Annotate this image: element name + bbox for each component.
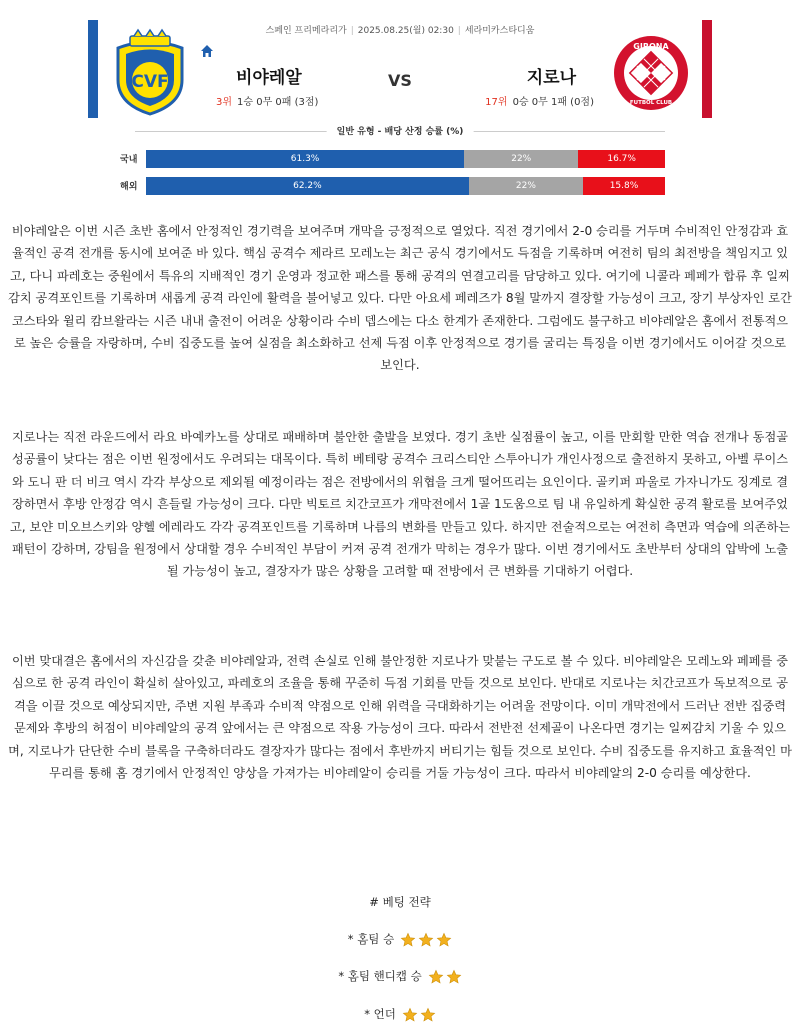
league-name: 스페인 프리메라리가 (265, 26, 347, 36)
lose-segment (578, 150, 665, 168)
away-crest-top-text: GIRONA (612, 27, 652, 37)
star-icon (428, 969, 444, 985)
match-header (88, 20, 712, 120)
prediction-row-overseas (120, 177, 665, 195)
svg-text:GIRONA: GIRONA (633, 42, 669, 51)
away-team-crest (612, 27, 690, 112)
draw-percent: 22% (511, 154, 532, 164)
svg-text:CVF: CVF (131, 72, 169, 92)
star-icon (402, 1007, 418, 1023)
away-team-rank: 17위 (485, 97, 508, 108)
prediction-bar (146, 177, 665, 195)
home-team-rank: 3위 (216, 97, 233, 108)
lose-percent: 15.8% (609, 181, 639, 191)
prediction-row-label: 국내 (120, 155, 138, 165)
win-percent: 61.3% (290, 154, 320, 164)
match-prediction-summary: 이번 맞대결은 홈에서의 자신감을 갖춘 비야레알과, 전력 손실로 인해 불안정한 지로나가 맞붙는 구도로 볼 수 있다. 비야레알은 모레노와 페페를 중심으로 한 공격 라인이 확실히 살아있고, 파레호의 조율을 통해 꾸준히 득점 기회를 만들 것으로 보인다. 반대로 지로나는 치간코프가 독보적으로 공격을 이끌 것으로 예상되지만, 주변 지원 부족과 수비적 약점으로 인해 위력을 극대화하기는 어려울 전망이다. 이미 개막전에서 드러난 전반 집중력 문제와 후방의 허점이 비야레알의 공격 앞에서는 큰 약점으로 작용 가능성이 크다. 따라서 전반전 선제골이 나온다면 경기는 일찌감치 기울 수 있으며, 지로나가 단단한 수비 블록을 구축하더라도 결장자가 많다는 점에서 후반까지 버티기는 힘들 것으로 보인다. 수비 집중도를 유지하고 효율적인 마무리를 통해 홈 경기에서 안정적인 양상을 가져가는 비야레알이 승리를 거둘 가능성이 크다. 따라서 비야레알의 2-0 승리를 예상한다. (8, 654, 792, 781)
prediction-caption-wrap (135, 124, 665, 138)
draw-segment (464, 150, 578, 168)
prediction-row-domestic (120, 150, 665, 168)
away-team-record (485, 93, 594, 108)
home-team-analysis: 비야레알은 이번 시즌 초반 홈에서 안정적인 경기력을 보여주며 개막을 긍정적으로 열었다. 직전 경기에서 2-0 승리를 거두며 수비적인 안정감과 효율적인 공격 전개를 동시에 보여준 바 있다. 핵심 공격수 제라르 모레노는 최근 공식 경기에서도 득점을 기록하며 여전히 팀의 최전방을 책임지고 있고, 다니 파레호는 중원에서 특유의 지배적인 경기 운영과 정교한 패스를 통해 공격의 연결고리를 담당하고 있다. 여기에 니콜라 페페가 합류 후 일찌감치 공격포인트를 기록하며 새롭게 공격 라인에 활력을 불어넣고 있다. 다만 아요세 페레즈가 8월 말까지 결장할 가능성이 크고, 장기 부상자인 로간 코스타와 윌리 캄브왈라는 시즌 내내 출전이 어려운 상황이라 수비 뎁스에는 다소 한계가 존재한다. 그럼에도 불구하고 비야레알은 홈에서 전통적으로 높은 승률을 자랑하며, 수비 집중도를 높여 실점을 최소화하고 선제 득점 이후 안정적으로 경기를 굴리는 특징을 이번 경기에서도 이어갈 것으로 보인다. (8, 224, 792, 373)
win-segment (146, 177, 469, 195)
match-datetime: 2025.08.25(월) 02:30 (357, 26, 454, 36)
betting-item-label: * 언더 (364, 1007, 396, 1021)
star-icon (400, 932, 416, 948)
home-team-stats: 1승 0무 0패 (3점) (237, 97, 319, 108)
lose-percent: 16.7% (607, 154, 636, 164)
betting-strategy-title: # 베팅 전략 (369, 895, 431, 909)
star-icon (420, 1007, 436, 1023)
betting-item-label: * 홈팀 핸디캡 승 (338, 969, 422, 983)
away-team-analysis: 지로나는 직전 라운드에서 라요 바예카노를 상대로 패배하며 불안한 출발을 보였다. 경기 초반 실점률이 높고, 이를 만회할 만한 역습 전개나 동점골 성공률이 낮다는 점은 이번 원정에서도 우려되는 대목이다. 특히 베테랑 공격수 크리스티안 스투아니가 개인사정으로 출전하지 못하고, 아벨 루이스와 도니 판 더 비크 역시 각각 부상으로 제외될 예정이라는 점은 전방에서의 위협을 크게 떨어뜨리는 요인이다. 골키퍼 파울로 가자니가도 징계로 결장하면서 후방 안정감 역시 흔들릴 가능성이 크다. 다만 빅토르 치간코프가 개막전에서 1골 1도움으로 팀 내 유일하게 확실한 공격 활로를 보여주었고, 보얀 미오브스키와 양헬 에레라도 각각 공격포인트를 기록하며 나름의 변화를 만들고 있다. 하지만 전술적으로는 여전히 측면과 역습에 의존하는 패턴이 강하며, 강팀을 원정에서 상대할 경우 수비적인 부담이 커져 공격 전개가 막히는 경우가 많다. 이번 경기에서도 초반부터 상대의 압박에 노출될 가능성이 높고, 결장자가 많은 상황을 고려할 때 전방에서 큰 변화를 기대하기 어렵다. (10, 430, 790, 579)
betting-item-label: * 홈팀 승 (347, 932, 395, 946)
betting-item (0, 931, 800, 948)
match-meta: 스페인 프리메라리가 | 2025.08.25(월) 02:30 | 세라미카스타디움 (265, 26, 535, 36)
venue-name: 세라미카스타디움 (464, 26, 535, 36)
away-team-name: 지로나 (526, 68, 576, 88)
lose-segment (583, 177, 665, 195)
betting-item-stars (400, 1007, 436, 1023)
win-percent: 62.2% (293, 181, 322, 191)
prediction-caption: 일반 유형 - 배당 산정 승률 (%) (327, 124, 474, 137)
draw-segment (469, 177, 583, 195)
draw-percent: 22% (515, 181, 536, 191)
prediction-bar (146, 150, 665, 168)
betting-item (0, 968, 800, 985)
svg-text:FUTBOL CLUB: FUTBOL CLUB (629, 100, 673, 106)
star-icon (436, 932, 452, 948)
win-segment (146, 150, 464, 168)
home-team-name: 비야레알 (236, 68, 302, 88)
prediction-row-label: 해외 (120, 182, 138, 192)
betting-item-stars (398, 932, 452, 948)
home-team-icon (200, 43, 214, 57)
star-icon (418, 932, 434, 948)
vs-label: VS (388, 71, 412, 90)
home-team-record (216, 93, 318, 108)
away-team-stats: 0승 0무 1패 (0점) (512, 97, 594, 108)
betting-item (0, 1006, 800, 1023)
star-icon (446, 969, 462, 985)
betting-item-stars (426, 969, 462, 985)
